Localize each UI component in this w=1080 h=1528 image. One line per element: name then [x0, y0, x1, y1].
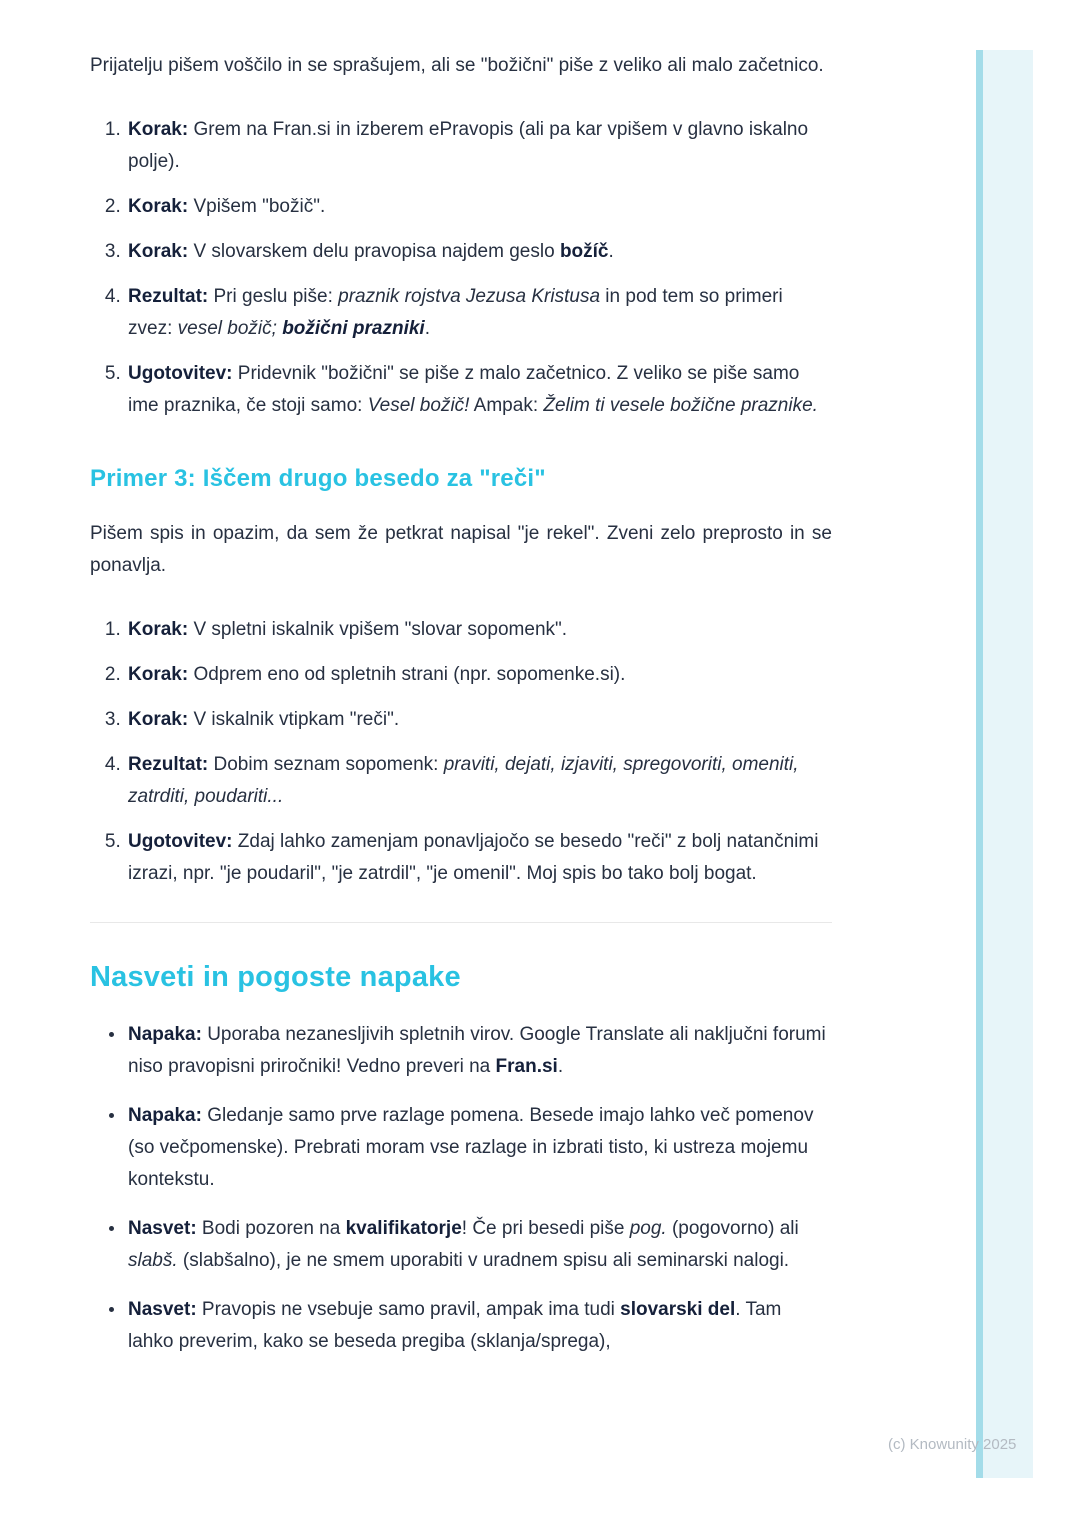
- text-segment: (slabšalno), je ne smem uporabiti v uradnem spisu ali seminarski nalogi.: [177, 1250, 790, 1271]
- text-segment: Korak:: [128, 196, 189, 217]
- text-segment: Ugotovitev:: [128, 363, 233, 384]
- document-content: [90, 0, 832, 1375]
- text-segment: pog.: [629, 1218, 667, 1239]
- text-segment: Nasvet:: [128, 1299, 197, 1320]
- text-segment: Pri geslu piše:: [208, 286, 339, 307]
- text-segment: Vesel božič!: [367, 395, 470, 416]
- text-segment: Korak:: [128, 241, 189, 262]
- list-item: [126, 614, 832, 646]
- text-segment: Zdaj lahko zamenjam ponavljajočo se besedo "reči" z bolj natančnimi izrazi, npr. "je poudaril", "je zatrdil", "je omenil". Moj spis bo tako bolj bogat.: [128, 831, 819, 884]
- text-segment: Nasvet:: [128, 1218, 197, 1239]
- text-segment: Napaka:: [128, 1024, 202, 1045]
- text-segment: Korak:: [128, 709, 189, 730]
- section-divider: [90, 922, 832, 923]
- text-segment: Korak:: [128, 119, 189, 140]
- intro-paragraph: Prijatelju pišem voščilo in se sprašujem, ali se "božični" piše z veliko ali malo začetnico.: [90, 55, 824, 76]
- text-segment: ! Če pri besedi piše: [461, 1218, 630, 1239]
- list-item: [126, 826, 832, 890]
- steps-list-bozic: [90, 114, 832, 422]
- text-segment: Uporaba nezanesljivih spletnih virov. Google Translate ali naključni forumi niso pravopisni priročniki! Vedno preveri na: [128, 1024, 826, 1077]
- text-segment: Grem na Fran.si in izberem ePravopis (ali pa kar vpišem v glavno iskalno polje).: [128, 119, 809, 172]
- list-item: [126, 1294, 832, 1358]
- list-item: [126, 358, 832, 422]
- list-item: [126, 704, 832, 736]
- list-item: [126, 1100, 832, 1196]
- text-segment: Korak:: [128, 664, 189, 685]
- text-segment: Napaka:: [128, 1105, 202, 1126]
- section-heading-tips: Nasveti in pogoste napake: [90, 961, 461, 993]
- list-item: [126, 1213, 832, 1277]
- primer3-intro-paragraph: Pišem spis in opazim, da sem že petkrat napisal "je rekel". Zveni zelo preprosto in se ponavlja.: [90, 523, 832, 576]
- list-item: [126, 114, 832, 178]
- text-segment: Pridevnik "božični" se piše z malo začetnico. Z veliko se piše samo ime praznika, če stoji samo:: [128, 363, 800, 416]
- text-segment: kvalifikatorje: [345, 1218, 462, 1239]
- text-segment: Rezultat:: [128, 286, 209, 307]
- text-segment: praviti, dejati, izjaviti, spregovoriti, omeniti, zatrditi, poudariti...: [128, 754, 799, 807]
- list-item: [126, 281, 832, 345]
- list-item: [126, 659, 832, 691]
- text-segment: vesel božič;: [177, 318, 277, 339]
- copyright-footer: (c) Knowunity 2025: [888, 1436, 1017, 1453]
- list-item: [126, 191, 832, 223]
- text-segment: Pravopis ne vsebuje samo pravil, ampak ima tudi: [196, 1299, 621, 1320]
- text-segment: slovarski del: [620, 1299, 736, 1320]
- text-segment: .: [424, 318, 430, 339]
- decorative-side-stripe: [976, 50, 1033, 1478]
- text-segment: Bodi pozoren na: [196, 1218, 346, 1239]
- list-item: [126, 749, 832, 813]
- text-segment: Ampak:: [469, 395, 544, 416]
- text-segment: Rezultat:: [128, 754, 209, 775]
- text-segment: Korak:: [128, 619, 189, 640]
- text-segment: Želim ti vesele božične praznike.: [543, 395, 818, 416]
- text-segment: božični prazniki: [282, 318, 425, 339]
- list-item: [126, 236, 832, 268]
- steps-list-reci: [90, 614, 832, 890]
- text-segment: Gledanje samo prve razlage pomena. Besede imajo lahko več pomenov (so večpomenske). Prebrati moram vse razlage in izbrati tisto, ki ustreza mojemu kontekstu.: [128, 1105, 814, 1190]
- text-segment: Fran.si: [495, 1056, 558, 1077]
- text-segment: V iskalnik vtipkam "reči".: [188, 709, 400, 730]
- tips-list: [90, 1019, 832, 1358]
- text-segment: Dobim seznam sopomenk:: [208, 754, 444, 775]
- text-segment: .: [557, 1056, 564, 1077]
- text-segment: Vpišem "božič".: [188, 196, 326, 217]
- text-segment: (pogovorno) ali: [666, 1218, 799, 1239]
- text-segment: slabš.: [128, 1250, 178, 1271]
- text-segment: .: [608, 241, 614, 262]
- text-segment: Odprem eno od spletnih strani (npr. sopomenke.si).: [188, 664, 626, 685]
- text-segment: V spletni iskalnik vpišem "slovar sopomenk".: [188, 619, 568, 640]
- text-segment: božíč: [559, 241, 609, 262]
- text-segment: praznik rojstva Jezusa Kristusa: [338, 286, 601, 307]
- text-segment: V slovarskem delu pravopisa najdem geslo: [188, 241, 560, 262]
- text-segment: Ugotovitev:: [128, 831, 233, 852]
- text-segment: . Tam lahko preverim, kako se beseda pregiba (sklanja/sprega),: [128, 1299, 782, 1352]
- section-heading-primer3: Primer 3: Iščem drugo besedo za "reči": [90, 465, 546, 492]
- list-item: [126, 1019, 832, 1083]
- text-segment: in pod tem so primeri zvez:: [128, 286, 783, 339]
